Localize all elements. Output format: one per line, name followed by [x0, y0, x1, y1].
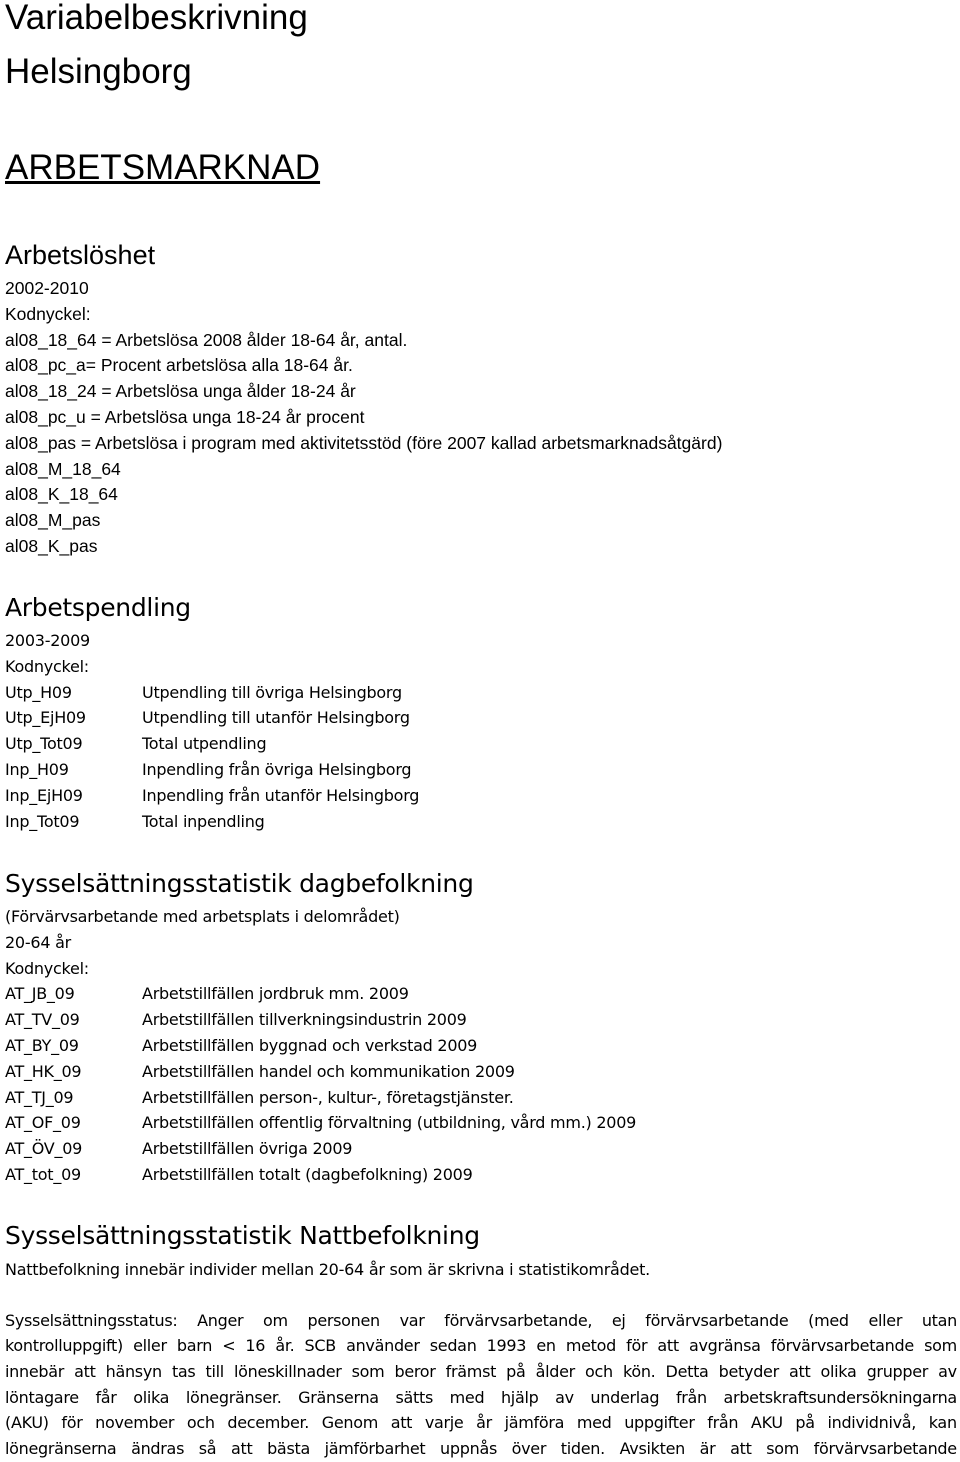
paragraph-line: Sysselsättningsstatus: Anger om personen var förvärvsarbetande, ej förvärvsarbetande (med eller utan [5, 1310, 957, 1330]
variable-code: AT_tot_09 [5, 1164, 81, 1184]
variable-description: Inpendling från övriga Helsingborg [142, 759, 412, 779]
dagbefolkning-block [5, 904, 957, 1188]
paragraph-line: löntagare får olika lönegränser. Gränserna sätts med hjälp av underlag från arbetskraftsundersökningarna [5, 1387, 957, 1407]
variable-row [5, 809, 957, 835]
arbetsloshet-years: 2002-2010 [5, 278, 89, 298]
variable-description: Inpendling från utanför Helsingborg [142, 785, 420, 805]
variable-code: Inp_Tot09 [5, 811, 80, 831]
variable-description: Arbetstillfällen tillverkningsindustrin 2009 [142, 1010, 467, 1030]
arbetspendling-years: 2003-2009 [5, 631, 90, 650]
variable-definition-line: al08_18_64 = Arbetslösa 2008 ålder 18-64 år, antal. [5, 329, 408, 350]
variable-description: Utpendling till utanför Helsingborg [142, 708, 410, 728]
dagbefolkning-rows [5, 981, 957, 1187]
variable-row [5, 757, 957, 783]
variable-code: AT_JB_09 [5, 984, 75, 1004]
variable-row [5, 1059, 957, 1085]
arbetspendling-rows [5, 680, 957, 835]
variable-row [5, 1110, 957, 1136]
heading-arbetsloshet: Arbetslöshet [5, 240, 156, 270]
heading-dagbefolkning: Sysselsättningsstatistik dagbefolkning [5, 869, 474, 898]
variable-row [5, 1007, 957, 1033]
variable-description: Arbetstillfällen övriga 2009 [142, 1139, 353, 1159]
arbetspendling-key-label: Kodnyckel: [5, 656, 89, 676]
arbetsloshet-lines [5, 328, 957, 560]
variable-code: Inp_EjH09 [5, 785, 83, 805]
document-title-line1: Variabelbeskrivning [5, 0, 308, 37]
dagbefolkning-ages: 20-64 år [5, 932, 71, 952]
variable-code: AT_TV_09 [5, 1010, 80, 1030]
heading-nattbefolkning: Sysselsättningsstatistik Nattbefolkning [5, 1221, 480, 1250]
paragraph-line: lönegränserna ändras så att bästa jämförbarhet uppnås över tiden. Avsikten är att som förvärvsarbetande [5, 1438, 957, 1458]
variable-row [5, 1162, 957, 1188]
variable-description: Arbetstillfällen handel och kommunikation 2009 [142, 1061, 515, 1081]
paragraph-line: innebär att hänsyn tas till löneskillnader som beror främst på ålder och kön. Detta betyder att olika grupper av [5, 1361, 957, 1381]
variable-definition-line: al08_pc_u = Arbetslösa unga 18-24 år procent [5, 406, 365, 427]
document-title-line2: Helsingborg [5, 52, 192, 91]
variable-description: Arbetstillfällen person-, kultur-, företagstjänster. [142, 1087, 514, 1107]
variable-definition-line: al08_18_24 = Arbetslösa unga ålder 18-24 år [5, 381, 356, 402]
variable-description: Utpendling till övriga Helsingborg [142, 682, 402, 702]
variable-definition-line: al08_K_18_64 [5, 484, 118, 505]
nattbefolkning-block [5, 1257, 957, 1461]
variable-code: AT_OF_09 [5, 1113, 81, 1133]
paragraph-line: (AKU) för november och december. Genom att varje år jämföra med uppgifter från AKU på individnivå, kan [5, 1413, 957, 1433]
variable-row [5, 1085, 957, 1111]
variable-row [5, 1033, 957, 1059]
arbetsloshet-key-label: Kodnyckel: [5, 303, 91, 324]
variable-definition-line: al08_pas = Arbetslösa i program med aktivitetsstöd (före 2007 kallad arbetsmarknadsåtgärd) [5, 432, 723, 453]
variable-definition-line: al08_pc_a= Procent arbetslösa alla 18-64 år. [5, 355, 353, 376]
variable-row [5, 783, 957, 809]
variable-definition-line: al08_M_pas [5, 510, 101, 531]
variable-row [5, 680, 957, 706]
variable-description: Total inpendling [142, 811, 265, 831]
variable-description: Total utpendling [142, 734, 267, 754]
variable-code: Utp_EjH09 [5, 708, 86, 728]
paragraph-line: kontrolluppgift) eller barn < 16 år. SCB använder sedan 1993 en metod för att avgränsa förvärvsarbetande som [5, 1336, 957, 1356]
variable-code: AT_TJ_09 [5, 1087, 74, 1107]
variable-code: AT_BY_09 [5, 1035, 79, 1055]
nattbefolkning-intro: Nattbefolkning innebär individer mellan 20-64 år som är skrivna i statistikområdet. [5, 1260, 650, 1279]
variable-row [5, 1136, 957, 1162]
variable-description: Arbetstillfällen jordbruk mm. 2009 [142, 984, 409, 1004]
variable-definition-line: al08_K_pas [5, 535, 98, 556]
variable-code: Utp_H09 [5, 682, 72, 702]
variable-row [5, 705, 957, 731]
arbetspendling-block [5, 628, 957, 834]
variable-description: Arbetstillfällen byggnad och verkstad 2009 [142, 1035, 478, 1055]
dagbefolkning-key-label: Kodnyckel: [5, 958, 89, 978]
variable-code: Utp_Tot09 [5, 734, 83, 754]
variable-row [5, 981, 957, 1007]
section-heading: ARBETSMARKNAD [5, 148, 321, 187]
arbetsloshet-block [5, 276, 957, 560]
variable-description: Arbetstillfällen offentlig förvaltning (utbildning, vård mm.) 2009 [142, 1113, 637, 1133]
variable-code: AT_HK_09 [5, 1061, 82, 1081]
variable-definition-line: al08_M_18_64 [5, 458, 121, 479]
dagbefolkning-subtitle: (Förvärvsarbetande med arbetsplats i delområdet) [5, 907, 400, 926]
nattbefolkning-paragraph [5, 1308, 957, 1462]
variable-code: AT_ÖV_09 [5, 1139, 83, 1159]
variable-description: Arbetstillfällen totalt (dagbefolkning) 2009 [142, 1164, 473, 1184]
variable-code: Inp_H09 [5, 759, 69, 779]
heading-arbetspendling: Arbetspendling [5, 593, 191, 622]
variable-row [5, 731, 957, 757]
